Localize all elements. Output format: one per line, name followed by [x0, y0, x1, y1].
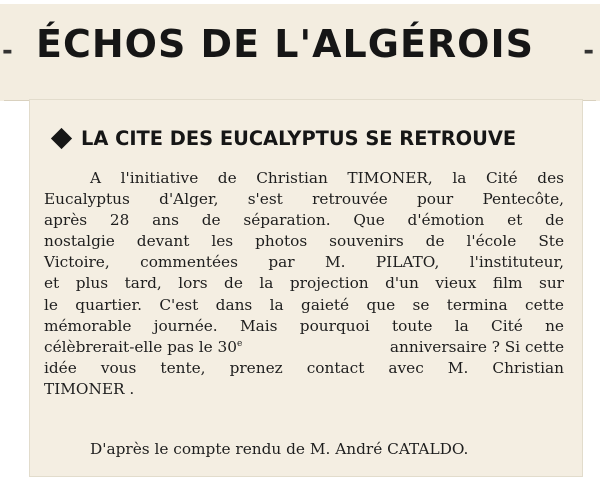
article-line-start [44, 337, 242, 358]
header-dash-left: - [2, 36, 13, 66]
article-text: célèbrerait-elle pas le 30 [44, 337, 238, 356]
diamond-bullet-icon [51, 128, 72, 149]
article-line [44, 337, 564, 358]
ordinal-superscript: e [237, 338, 243, 349]
article-line: Eucalyptus d'Alger, s'est retrouvée pour Pentecôte, [44, 190, 564, 209]
article-line: idée vous tente, prenez contact avec M. Christian [44, 358, 564, 377]
article-line: le quartier. C'est dans la gaieté que se termina cette [44, 295, 564, 314]
article-clipping [30, 100, 582, 476]
header-dash-right: - [583, 36, 594, 66]
article-line: après 28 ans de séparation. Que d'émotion et de [44, 211, 564, 230]
article-source: D'après le compte rendu de M. André CATALDO. [90, 440, 469, 458]
article-line: mémorable journée. Mais pourquoi toute la Cité ne [44, 316, 564, 335]
article-body [44, 168, 564, 400]
article-heading [54, 127, 516, 150]
article-heading-text: LA CITE DES EUCALYPTUS SE RETROUVE [81, 127, 517, 150]
article-line: et plus tard, lors de la projection d'un vieux film sur [44, 274, 564, 293]
article-line: A l'initiative de Christian TIMONER, la Cité des [90, 169, 564, 187]
article-line: TIMONER . [44, 379, 135, 398]
header-clipping [0, 4, 600, 101]
article-line: Victoire, commentées par M. PILATO, l'instituteur, [44, 253, 564, 272]
article-line-end: anniversaire ? Si cette [389, 337, 564, 356]
section-title: ÉCHOS DE L'ALGÉROIS [36, 22, 534, 66]
article-line: nostalgie devant les photos souvenirs de l'école Ste [44, 232, 564, 251]
